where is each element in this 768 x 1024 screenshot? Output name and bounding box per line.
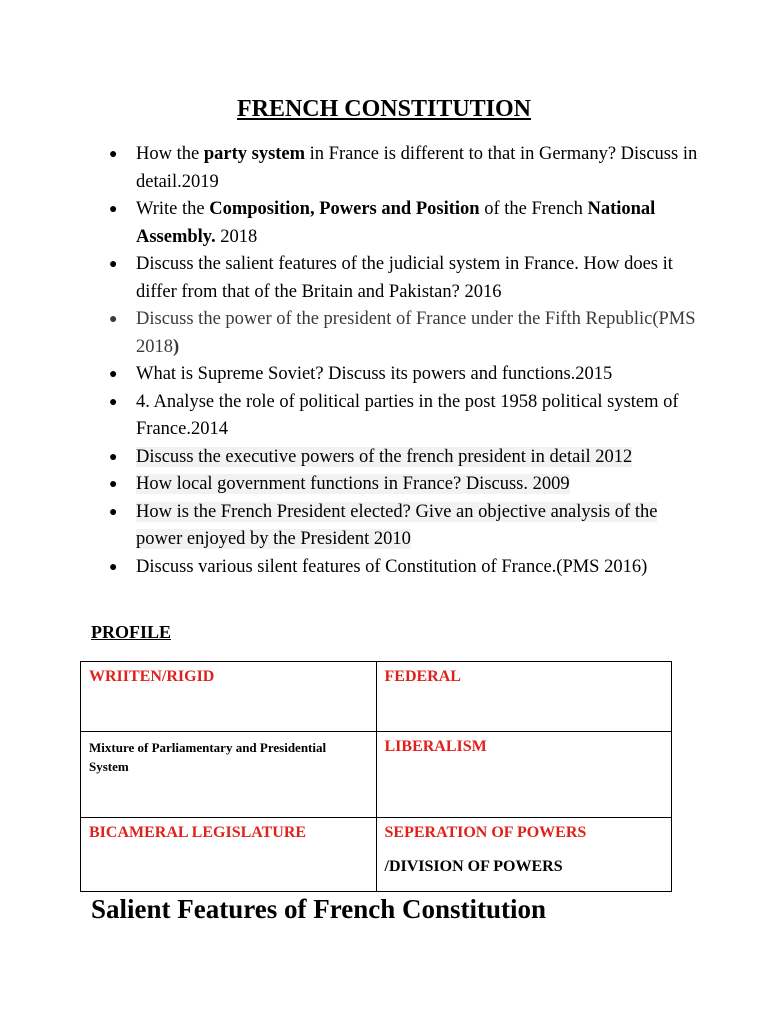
question-bold-text: ) — [173, 336, 180, 357]
table-cell: FEDERAL — [376, 662, 672, 732]
question-text: of the French — [479, 199, 588, 219]
table-cell: LIBERALISM — [376, 732, 672, 818]
question-text: Discuss various silent features of Constitution of France.(PMS 2016) — [136, 556, 648, 577]
table-cell — [376, 818, 672, 892]
bullet-icon: ● — [109, 394, 118, 410]
table-row — [81, 732, 672, 818]
list-item — [104, 306, 704, 361]
table-cell-subtext: /DIVISION OF POWERS — [384, 858, 563, 875]
bullet-icon: ● — [109, 257, 118, 272]
table-cell — [81, 732, 377, 818]
question-text: What is Supreme Soviet? Discuss its powers and functions.2015 — [136, 364, 613, 384]
list-item — [104, 554, 704, 582]
page-title: FRENCH CONSTITUTION — [236, 96, 532, 122]
bullet-icon: ● — [109, 202, 118, 217]
bullet-icon: ● — [109, 477, 118, 492]
bullet-icon: ● — [109, 559, 118, 575]
question-text: How is the French President elected? Give an objective analysis of the power enjoyed by the President 2010 — [136, 501, 658, 549]
table-row — [81, 818, 672, 892]
bullet-icon: ● — [109, 367, 118, 382]
question-bold-text: National Assembly. — [136, 199, 656, 247]
bullet-icon: ● — [109, 312, 118, 327]
question-bold-text: party system — [203, 144, 306, 164]
question-text: in France is different to that in Germany? Discuss in detail.2019 — [136, 144, 698, 192]
question-text: How the — [136, 144, 204, 164]
profile-label: PROFILE — [91, 622, 172, 642]
list-item — [104, 389, 704, 444]
list-item — [104, 361, 704, 389]
list-item — [104, 444, 704, 472]
profile-table — [80, 661, 672, 892]
list-item — [104, 499, 704, 554]
question-text: 2018 — [215, 226, 258, 247]
list-item — [104, 141, 704, 196]
list-item — [104, 251, 704, 306]
bullet-icon: ● — [109, 449, 118, 465]
bullet-icon: ● — [109, 147, 118, 162]
bullet-icon: ● — [109, 504, 118, 520]
question-list — [104, 141, 704, 581]
question-text: How local government functions in France? Discuss. 2009 — [136, 474, 570, 494]
list-item — [104, 196, 704, 251]
table-cell-text: Mixture of Parliamentary and Presidential System — [89, 740, 327, 774]
table-cell: WRIITEN/RIGID — [81, 662, 377, 732]
table-cell-text: SEPERATION OF POWERS — [384, 824, 587, 841]
list-item — [104, 471, 704, 499]
question-bold-text: Composition, Powers and Position — [209, 199, 480, 219]
question-text: Write the — [136, 199, 210, 219]
question-text: Discuss the salient features of the judicial system in France. How does it differ from that of the Britain and Pakistan? 2016 — [136, 254, 673, 302]
section-heading: Salient Features of French Constitution — [91, 894, 546, 924]
question-text: Discuss the power of the president of France under the Fifth Republic(PMS 2018 — [136, 309, 696, 357]
table-cell: BICAMERAL LEGISLATURE — [81, 818, 377, 892]
question-text: 4. Analyse the role of political parties in the post 1958 political system of France.2014 — [136, 391, 679, 439]
question-text: Discuss the executive powers of the french president in detail 2012 — [136, 446, 633, 467]
table-row — [81, 662, 672, 732]
